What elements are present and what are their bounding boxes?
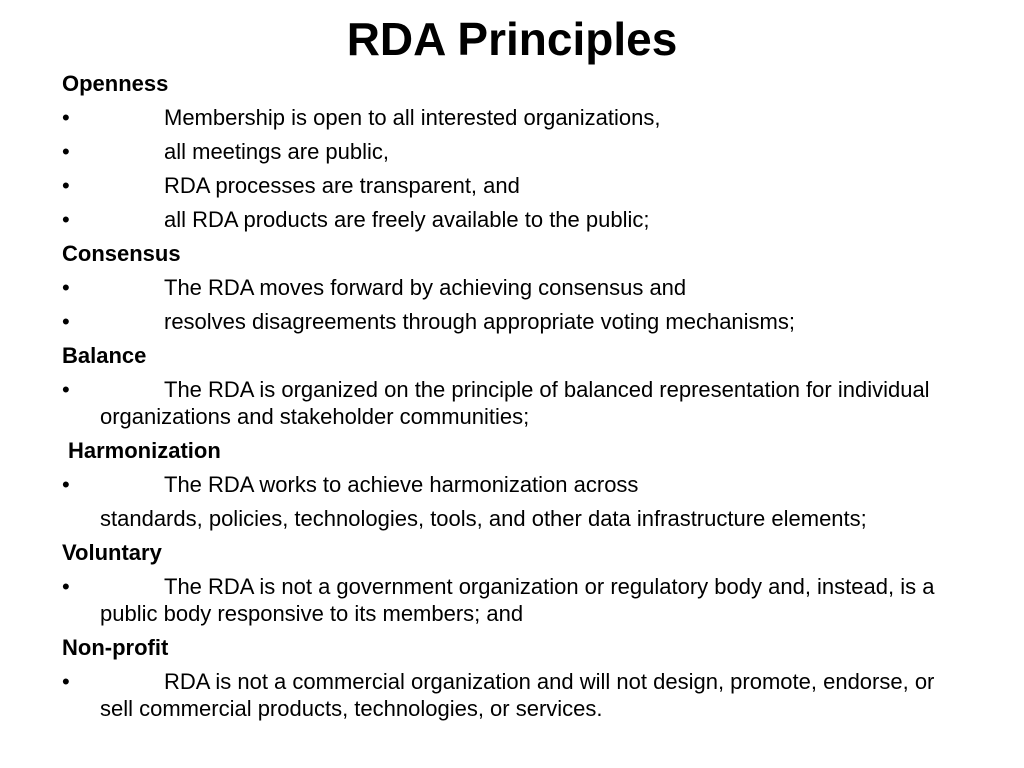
list-item-continuation: standards, policies, technologies, tools, and other data infrastructure elements;	[100, 506, 867, 531]
list-item	[62, 471, 962, 498]
list-item	[62, 172, 962, 199]
list-item	[62, 104, 962, 131]
list-item-text: The RDA is not a government organization or regulatory body and, instead, is a public body responsive to its members; and	[100, 574, 935, 626]
list-item	[62, 668, 962, 722]
bullet-icon: •	[62, 377, 70, 402]
section-heading-harmonization: Harmonization	[68, 438, 221, 463]
list-item	[62, 573, 962, 627]
bullet-icon: •	[62, 574, 70, 599]
list-item-text: The RDA is organized on the principle of balanced representation for individual organizations and stakeholder communities;	[100, 377, 930, 429]
list-item	[62, 138, 962, 165]
list-item	[62, 308, 962, 335]
section-heading-nonprofit: Non-profit	[62, 635, 169, 660]
list-item	[62, 274, 962, 301]
section-heading-voluntary: Voluntary	[62, 540, 162, 565]
bullet-icon: •	[62, 207, 70, 232]
principles-list	[62, 70, 962, 722]
section-heading-openness: Openness	[62, 71, 169, 96]
list-item-text: all RDA products are freely available to the public;	[164, 207, 650, 232]
list-item-text: Membership is open to all interested organizations,	[164, 105, 661, 130]
list-item	[62, 376, 962, 430]
bullet-icon: •	[62, 173, 70, 198]
section-heading-consensus: Consensus	[62, 241, 181, 266]
bullet-icon: •	[62, 309, 70, 334]
bullet-icon: •	[62, 472, 70, 497]
list-item-text: RDA is not a commercial organization and will not design, promote, endorse, or sell commercial products, technologies, or services.	[100, 669, 935, 721]
list-item-text: RDA processes are transparent, and	[164, 173, 520, 198]
bullet-icon: •	[62, 139, 70, 164]
list-item	[62, 206, 962, 233]
section-heading-balance: Balance	[62, 343, 147, 368]
bullet-icon: •	[62, 275, 70, 300]
slide-title: RDA Principles	[346, 13, 678, 65]
list-item-text: resolves disagreements through appropriate voting mechanisms;	[164, 309, 795, 334]
list-item-text: The RDA moves forward by achieving consensus and	[164, 275, 687, 300]
list-item-text: The RDA works to achieve harmonization across	[164, 472, 639, 497]
bullet-icon: •	[62, 105, 70, 130]
list-item-text: all meetings are public,	[164, 139, 390, 164]
bullet-icon: •	[62, 669, 70, 694]
